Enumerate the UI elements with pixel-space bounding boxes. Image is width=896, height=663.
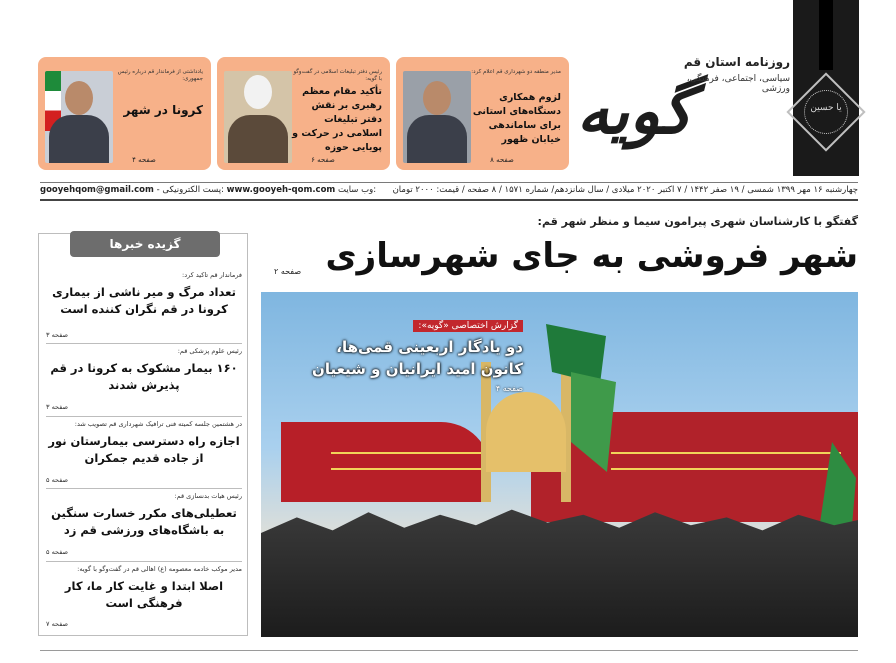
lead-headline[interactable]: شهر فروشی به جای شهرسازی	[325, 236, 858, 276]
divider	[46, 416, 242, 417]
news-item[interactable]	[46, 420, 242, 484]
divider	[46, 343, 242, 344]
divider	[40, 650, 858, 651]
news-source: فرماندار قم تاکید کرد:	[182, 271, 242, 279]
website-label: وب سایت:	[338, 185, 377, 195]
news-item[interactable]	[46, 271, 242, 339]
teaser-page: صفحه ۴	[132, 156, 156, 164]
news-page: صفحه ۵	[46, 476, 69, 484]
news-picks-tab: گزیده خبرها	[70, 231, 220, 257]
news-item[interactable]	[46, 565, 242, 628]
email-label: - پست الکترونیکی:	[156, 185, 224, 195]
mourning-panel	[793, 0, 859, 176]
teaser-photo	[403, 71, 471, 163]
website-link[interactable]: www.gooyeh-qom.com	[226, 185, 336, 195]
teaser-title: کرونا در شهر	[123, 103, 203, 117]
photo-caption-headline[interactable]: دو یادگار اربعینی قمی‌ها، کانون امید ایرانیان و شیعیان	[312, 338, 523, 378]
email-link[interactable]: gooyehqom@gmail.com	[40, 185, 154, 195]
news-title: اصلا ابتدا و غایت کار ما، کار فرهنگی است	[64, 579, 224, 610]
teaser-box-1[interactable]	[396, 57, 569, 170]
lead-page: صفحه ۲	[274, 267, 302, 276]
newspaper-logo: گویه	[572, 74, 708, 149]
black-ribbon	[819, 0, 833, 70]
news-source: مدیر موکب خادمه معصومه (ع) اهالی قم در گفت‌وگو با گویه:	[77, 565, 242, 573]
crowd	[261, 507, 858, 637]
dateline: چهارشنبه ۱۶ مهر ۱۳۹۹ شمسی / ۱۹ صفر ۱۴۴۲ / ۷ اکتبر ۲۰۲۰ میلادی / سال شانزدهم/ شماره ۱۵۷۱ / ۸ صفحه / قیمت: ۲۰۰۰ تومان	[392, 185, 858, 195]
teaser-pre-title: رئیس دفتر تبلیغات اسلامی در گفت‌وگو با گویه:	[293, 69, 382, 82]
news-source: رئیس هیات بدنسازی قم:	[174, 492, 242, 500]
divider	[46, 561, 242, 562]
news-page: صفحه ۵	[46, 548, 69, 556]
teaser-pre-title: یادداشتی از فرماندار قم درباره رئیس جمهوری:	[117, 69, 203, 82]
news-source: رئیس علوم پزشکی قم:	[177, 347, 242, 355]
banner-calligraphy	[611, 452, 841, 470]
divider	[46, 488, 242, 489]
teaser-page: صفحه ۸	[490, 156, 514, 164]
divider	[40, 199, 858, 201]
photo-caption-page: صفحه ۴	[495, 384, 523, 393]
news-item[interactable]	[46, 347, 242, 411]
divider	[40, 182, 858, 183]
masthead-subtagline: سیاسی، اجتماعی، فرهنگی، ورزشی	[686, 74, 790, 94]
news-title: ۱۶۰ بیمار مشکوک به کرونا در قم پذیرش شدند	[50, 361, 238, 392]
golden-dome	[486, 392, 566, 472]
banner-calligraphy	[331, 452, 481, 470]
news-page: صفحه ۷	[46, 620, 69, 628]
teaser-title: لزوم همکاری دستگاه‌های استانی برای ساماندهی خیابان ظهور	[472, 92, 561, 145]
teaser-box-3[interactable]	[38, 57, 211, 170]
teaser-pre-title: مدیر منطقه دو شهرداری قم اعلام کرد:	[471, 69, 561, 75]
news-title: تعداد مرگ و میر ناشی از بیماری کرونا در قم نگران کننده است	[52, 285, 236, 316]
news-title: تعطیلی‌های مکرر خسارت سنگین به باشگاه‌های ورزشی قم زد	[51, 506, 237, 537]
news-page: صفحه ۳	[46, 403, 69, 411]
news-source: در هشتمین جلسه کمیته فنی ترافیک شهرداری قم تصویب شد:	[74, 420, 242, 428]
photo-caption-kicker: گزارش اختصاصی «گویه»:	[413, 320, 523, 332]
mourning-emblem-text: یا حسین	[810, 103, 842, 113]
news-item[interactable]	[46, 492, 242, 556]
news-page: صفحه ۳	[46, 331, 69, 339]
news-title: اجازه راه دسترسی بیمارستان نور از جاده قدیم جمکران	[48, 434, 240, 465]
teaser-photo	[45, 71, 113, 163]
teaser-title: تأکید مقام معظم رهبری بر نقش دفتر تبلیغات اسلامی در حرکت و پویایی حوزه	[292, 86, 382, 153]
teaser-box-2[interactable]	[217, 57, 390, 170]
teaser-photo	[224, 71, 292, 163]
masthead-tagline: روزنامه استان قم	[683, 55, 790, 69]
teaser-page: صفحه ۶	[311, 156, 335, 164]
lead-kicker: گفتگو با کارشناسان شهری پیرامون سیما و منظر شهر قم:	[537, 215, 858, 228]
contact-line	[40, 185, 376, 195]
hero-photo[interactable]	[261, 292, 858, 637]
